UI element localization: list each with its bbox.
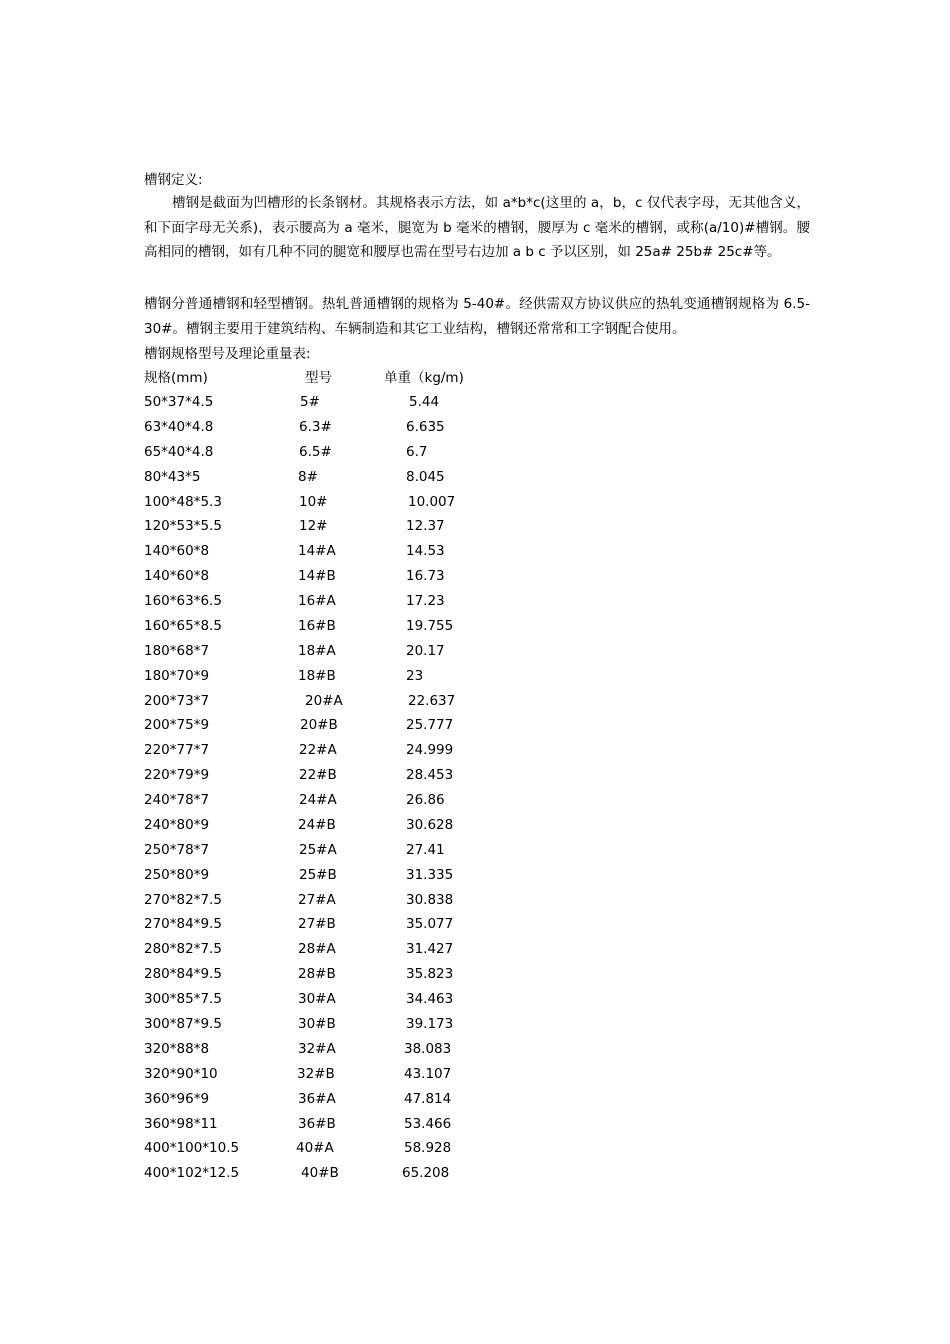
cell-spec: 250*80*9 — [144, 866, 210, 883]
table-row — [0, 765, 950, 785]
cell-weight: 5.44 — [409, 394, 440, 410]
cell-model: 18#B — [298, 667, 336, 684]
cell-spec: 280*84*9.5 — [144, 966, 222, 983]
table-row — [0, 541, 950, 561]
cell-model: 28#B — [298, 966, 336, 983]
cell-model: 10# — [299, 493, 328, 510]
table-row — [0, 1064, 950, 1084]
cell-model: 40#A — [296, 1140, 334, 1157]
cell-model: 14#A — [298, 543, 336, 560]
table-row — [0, 890, 950, 910]
table-row — [0, 1039, 950, 1059]
cell-spec: 360*98*11 — [144, 1115, 218, 1132]
cell-spec: 240*78*7 — [144, 792, 210, 809]
cell-spec: 65*40*4.8 — [144, 443, 214, 460]
cell-model: 22#A — [299, 742, 337, 759]
cell-weight: 34.463 — [406, 991, 454, 1008]
table-row — [0, 989, 950, 1009]
cell-weight: 14.53 — [406, 543, 445, 560]
cell-spec: 80*43*5 — [144, 468, 201, 485]
header-spec: 规格(mm) — [144, 370, 208, 386]
cell-spec: 240*80*9 — [144, 816, 210, 833]
cell-model: 6.5# — [299, 443, 332, 460]
cell-spec: 320*88*8 — [144, 1040, 210, 1057]
table-row — [0, 740, 950, 760]
cell-spec: 250*78*7 — [144, 841, 210, 858]
cell-model: 24#A — [299, 792, 337, 809]
cell-model: 40#B — [301, 1165, 339, 1182]
cell-weight: 19.755 — [406, 617, 454, 634]
cell-spec: 100*48*5.3 — [144, 493, 222, 510]
cell-weight: 31.427 — [406, 941, 454, 958]
table-row — [0, 442, 950, 462]
cell-weight: 20.17 — [406, 642, 445, 659]
table-row — [0, 790, 950, 810]
cell-spec: 360*96*9 — [144, 1090, 210, 1107]
section-heading: 槽钢定义: — [144, 172, 203, 188]
definition-paragraph: 槽钢是截面为凹槽形的长条钢材。其规格表示方法，如 a*b*c(这里的 a，b，c 仅代表字母，无其他含义，和下面字母无关系)，表示腰高为 a 毫米，腿宽为 b 毫米的槽钢，腰厚为 c 毫米的槽钢，或称(a/10)#槽钢。腰高相同的槽钢，如有几种不同的腿宽和腰厚也需在型号右边加 a b c 予以区别，如 25a# 25b# 25c#等。 — [144, 195, 810, 260]
cell-weight: 16.73 — [406, 568, 445, 585]
cell-spec: 320*90*10 — [144, 1065, 218, 1082]
table-row — [0, 417, 950, 437]
cell-spec: 50*37*4.5 — [144, 394, 214, 410]
cell-weight: 27.41 — [406, 841, 445, 858]
cell-weight: 65.208 — [402, 1165, 450, 1182]
cell-spec: 160*65*8.5 — [144, 617, 222, 634]
table-row — [0, 715, 950, 735]
cell-model: 6.3# — [299, 418, 332, 435]
cell-weight: 6.7 — [406, 443, 428, 460]
cell-weight: 30.628 — [406, 816, 454, 833]
cell-model: 16#B — [298, 617, 336, 634]
table-row — [0, 691, 950, 711]
cell-weight: 39.173 — [406, 1016, 454, 1032]
cell-spec: 400*100*10.5 — [144, 1140, 240, 1157]
table-row — [0, 914, 950, 934]
cell-model: 18#A — [298, 642, 336, 659]
header-model: 型号 — [305, 370, 332, 386]
cell-model: 25#A — [299, 841, 337, 858]
cell-spec: 270*84*9.5 — [144, 916, 222, 933]
table-row — [0, 815, 950, 835]
cell-model: 36#B — [298, 1115, 336, 1132]
cell-weight: 53.466 — [404, 1115, 452, 1132]
cell-model: 32#B — [297, 1065, 335, 1082]
cell-model: 27#A — [298, 891, 336, 908]
cell-weight: 28.453 — [406, 767, 454, 784]
table-row — [0, 666, 950, 686]
cell-spec: 400*102*12.5 — [144, 1165, 240, 1182]
cell-model: 24#B — [298, 816, 336, 833]
cell-weight: 10.007 — [408, 493, 456, 510]
cell-weight: 35.823 — [406, 966, 454, 983]
cell-spec: 280*82*7.5 — [144, 941, 222, 958]
cell-weight: 17.23 — [406, 593, 445, 610]
cell-model: 12# — [299, 518, 328, 535]
cell-weight: 47.814 — [404, 1090, 452, 1107]
cell-spec: 63*40*4.8 — [144, 418, 214, 435]
cell-spec: 220*79*9 — [144, 767, 210, 784]
cell-spec: 140*60*8 — [144, 543, 210, 560]
cell-model: 28#A — [298, 941, 336, 958]
cell-model: 14#B — [298, 568, 336, 585]
table-row — [0, 939, 950, 959]
table-row — [0, 516, 950, 536]
table-row — [0, 566, 950, 586]
cell-model: 27#B — [298, 916, 336, 933]
table-row — [0, 1163, 950, 1183]
table-row — [0, 467, 950, 487]
cell-weight: 6.635 — [406, 418, 445, 435]
cell-weight: 30.838 — [406, 891, 454, 908]
table-row — [0, 492, 950, 512]
cell-model: 16#A — [298, 593, 336, 610]
cell-model: 36#A — [298, 1090, 336, 1107]
table-row — [0, 1114, 950, 1134]
cell-model: 5# — [300, 394, 320, 410]
cell-spec: 300*85*7.5 — [144, 991, 222, 1008]
table-row — [0, 1089, 950, 1109]
cell-spec: 140*60*8 — [144, 568, 210, 585]
cell-weight: 26.86 — [406, 792, 445, 809]
cell-weight: 8.045 — [406, 468, 445, 485]
cell-spec: 160*63*6.5 — [144, 593, 222, 610]
cell-weight: 31.335 — [406, 866, 454, 883]
table-row — [0, 591, 950, 611]
cell-model: 30#A — [298, 991, 336, 1008]
table-header-row — [0, 368, 950, 388]
table-row — [0, 1138, 950, 1158]
table-row — [0, 865, 950, 885]
cell-model: 20#B — [300, 717, 338, 734]
cell-model: 25#B — [299, 866, 337, 883]
classification-paragraph: 槽钢分普通槽钢和轻型槽钢。热轧普通槽钢的规格为 5-40#。经供需双方协议供应的热轧变通槽钢规格为 6.5-30#。槽钢主要用于建筑结构、车辆制造和其它工业结构，槽钢还常常和工字钢配合使用。 — [144, 296, 810, 337]
cell-weight: 23 — [406, 667, 424, 684]
cell-spec: 300*87*9.5 — [144, 1016, 222, 1032]
cell-spec: 270*82*7.5 — [144, 891, 222, 908]
table-row — [0, 840, 950, 860]
cell-model: 20#A — [305, 692, 343, 709]
cell-weight: 43.107 — [404, 1065, 452, 1082]
cell-weight: 25.777 — [406, 717, 454, 734]
header-weight: 单重（kg/m) — [384, 370, 464, 386]
cell-spec: 200*73*7 — [144, 692, 210, 709]
cell-weight: 22.637 — [408, 692, 456, 709]
cell-weight: 58.928 — [404, 1140, 452, 1157]
cell-model: 8# — [298, 468, 318, 485]
cell-spec: 180*70*9 — [144, 667, 210, 684]
cell-weight: 12.37 — [406, 518, 445, 535]
cell-model: 30#B — [298, 1016, 336, 1032]
cell-spec: 180*68*7 — [144, 642, 210, 659]
table-row — [0, 616, 950, 636]
cell-spec: 120*53*5.5 — [144, 518, 222, 535]
table-row — [0, 641, 950, 661]
table-title: 槽钢规格型号及理论重量表: — [144, 346, 311, 362]
cell-weight: 24.999 — [406, 742, 454, 759]
table-row — [0, 964, 950, 984]
cell-spec: 200*75*9 — [144, 717, 210, 734]
table-row — [0, 392, 950, 412]
table-row — [0, 1014, 950, 1034]
cell-model: 32#A — [298, 1040, 336, 1057]
cell-weight: 35.077 — [406, 916, 454, 933]
cell-model: 22#B — [299, 767, 337, 784]
cell-weight: 38.083 — [404, 1040, 452, 1057]
cell-spec: 220*77*7 — [144, 742, 210, 759]
